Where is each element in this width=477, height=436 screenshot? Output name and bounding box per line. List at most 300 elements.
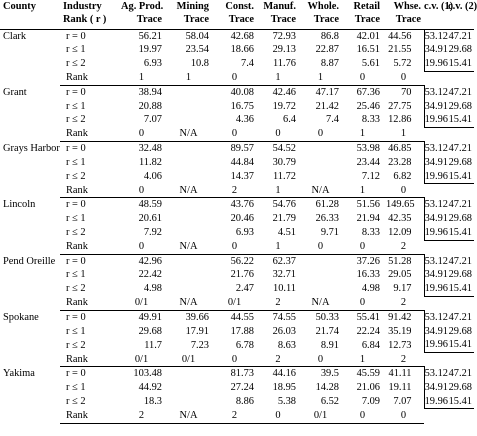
rank-value: N/A: [299, 184, 342, 198]
table-row: [0, 57, 474, 71]
cv2-value: 29.68: [448, 156, 472, 168]
rank-value: 0: [212, 240, 257, 254]
trace-value: 32.48: [138, 143, 162, 155]
rank-value: 0: [342, 71, 383, 85]
trace-value: 8.87: [320, 58, 339, 70]
trace-value: 103.48: [133, 368, 162, 380]
table-row: [0, 156, 474, 170]
trace-value: [165, 198, 212, 212]
cv1-value: 53.12: [424, 86, 448, 98]
trace-value: 21.74: [315, 325, 339, 337]
rank-row: [0, 127, 474, 141]
trace-value: 44.55: [230, 312, 254, 324]
table-row: [0, 198, 474, 212]
cv2-value: 47.21: [448, 368, 472, 380]
trace-value: 12.86: [388, 114, 412, 126]
cv1-value: 34.91: [424, 156, 448, 168]
county-cell-empty: [0, 57, 60, 71]
cv2-value: 15.41: [448, 226, 474, 240]
county-name: Spokane: [3, 311, 39, 323]
county-cell-empty: [0, 296, 60, 310]
county-name: Yakima: [3, 368, 35, 380]
rank-row: [0, 409, 474, 423]
county-cell-empty: [0, 43, 60, 57]
trace-value: 5.72: [393, 58, 412, 70]
trace-value: 23.44: [356, 156, 380, 168]
rank-cv-empty: [448, 184, 474, 198]
rank-label: r ≤ 2: [66, 396, 86, 408]
trace-value: 16.51: [356, 44, 380, 56]
cv1-value: 53.12: [424, 30, 448, 42]
trace-value: 12.73: [388, 339, 412, 351]
rank-value: 2: [212, 409, 257, 423]
rank-label: r = 0: [66, 143, 86, 155]
trace-value: 35.19: [388, 325, 412, 337]
trace-value: 20.46: [230, 213, 254, 225]
county-cell-empty: [0, 212, 60, 226]
trace-value: 42.35: [388, 213, 412, 225]
trace-value: 7.09: [361, 396, 380, 408]
trace-value: 6.93: [235, 227, 254, 239]
trace-value: 14.37: [230, 170, 254, 182]
county-cell-empty: [0, 113, 60, 127]
rank-label: r ≤ 1: [66, 382, 86, 394]
rank-value: 2: [118, 409, 165, 423]
trace-value: 4.51: [277, 227, 296, 239]
trace-value: 61.28: [315, 199, 339, 211]
cv2-value: 29.68: [448, 213, 472, 225]
trace-value: 7.12: [361, 170, 380, 182]
trace-value: 41.11: [388, 368, 412, 380]
rank-cv-empty: [448, 353, 474, 367]
trace-value: 81.73: [230, 368, 254, 380]
cv1-value: 53.12: [424, 255, 448, 267]
trace-value: 29.68: [138, 325, 162, 337]
trace-value: 42.68: [230, 30, 254, 42]
trace-value: 51.56: [356, 199, 380, 211]
trace-value: 25.46: [356, 100, 380, 112]
rank-value: 1: [257, 240, 299, 254]
county-cell-empty: [0, 282, 60, 296]
trace-value: 51.28: [388, 255, 412, 267]
rank-value: N/A: [165, 240, 212, 254]
rank-value: 0: [299, 353, 342, 367]
rank-label: r ≤ 2: [66, 227, 86, 239]
table-row: [0, 254, 474, 268]
rank-label: r = 0: [66, 312, 86, 324]
trace-value: 6.93: [143, 58, 162, 70]
trace-value: 58.04: [185, 30, 209, 42]
trace-value: [165, 381, 212, 395]
trace-value: 54.52: [272, 143, 296, 155]
trace-value: 29.05: [388, 269, 412, 281]
trace-value: [165, 282, 212, 296]
rank-value: 0: [383, 409, 424, 423]
cv1-value: 53.12: [424, 199, 448, 211]
rank-value: 1: [257, 71, 299, 85]
county-cell-empty: [0, 353, 60, 367]
rank-value: 0: [299, 127, 342, 141]
rank-value: 0: [383, 71, 424, 85]
county-cell-empty: [0, 240, 60, 254]
rank-cv-empty: [424, 240, 448, 254]
trace-value: 30.79: [272, 156, 296, 168]
trace-value: 20.61: [138, 213, 162, 225]
trace-value: 7.07: [393, 396, 412, 408]
cv2-value: 29.68: [448, 44, 472, 56]
rank-cv-empty: [448, 409, 474, 423]
cv1-value: 53.12: [424, 311, 448, 323]
trace-value: 7.07: [143, 114, 162, 126]
trace-value: 54.76: [272, 199, 296, 211]
trace-value: 5.38: [277, 396, 296, 408]
rank-value: 1: [257, 184, 299, 198]
rank-value: 0: [118, 127, 165, 141]
rank-value: 2: [383, 296, 424, 310]
county-name: Clark: [3, 30, 27, 42]
cv2-value: 29.68: [448, 269, 472, 281]
rank-row: [0, 353, 474, 367]
rank-value: 1: [383, 127, 424, 141]
county-name: Grant: [3, 86, 27, 98]
county-cell-empty: [0, 156, 60, 170]
rank-value: 0: [257, 409, 299, 423]
col-header: Manuf. Trace: [257, 0, 299, 29]
rank-label: r ≤ 2: [66, 283, 86, 295]
rank-row-label: Rank: [60, 296, 118, 310]
rank-value: 2: [383, 353, 424, 367]
cv2-value: 15.41: [448, 395, 474, 409]
rank-row-label: Rank: [60, 127, 118, 141]
rank-row-label: Rank: [60, 184, 118, 198]
rank-value: 1: [299, 71, 342, 85]
col-header: Const. Trace: [212, 0, 257, 29]
trace-value: 19.97: [138, 44, 162, 56]
rank-value: 1: [118, 71, 165, 85]
trace-value: 7.4: [326, 114, 339, 126]
trace-value: 53.98: [356, 143, 380, 155]
county-cell-empty: [0, 184, 60, 198]
rank-cv-empty: [448, 296, 474, 310]
rank-value: 0: [383, 184, 424, 198]
cv2-value: 29.68: [448, 382, 472, 394]
cv1-value: 34.91: [424, 269, 448, 281]
trace-value: [165, 268, 212, 282]
county-name: Grays Harbor: [3, 142, 60, 154]
trace-value: 50.33: [315, 312, 339, 324]
county-cell-empty: [0, 127, 60, 141]
trace-value: 18.95: [272, 382, 296, 394]
trace-value: [165, 395, 212, 409]
county-cell-empty: [0, 338, 60, 352]
rank-row-label: Rank: [60, 71, 118, 85]
table-row: [0, 311, 474, 325]
rank-value: 0: [118, 240, 165, 254]
county-cell-empty: [0, 268, 60, 282]
trace-value: 11.82: [139, 156, 162, 168]
trace-value: 11.76: [273, 58, 296, 70]
trace-value: [299, 282, 342, 296]
table-row: [0, 170, 474, 184]
trace-value: 14.28: [315, 382, 339, 394]
rank-value: N/A: [299, 296, 342, 310]
rank-label: r ≤ 1: [66, 269, 86, 281]
cv1-header: c.v. (1): [424, 0, 448, 29]
trace-value: [299, 170, 342, 184]
cv1-value: 34.91: [424, 213, 448, 225]
trace-value: 10.11: [273, 283, 296, 295]
cv2-value: 29.68: [448, 100, 472, 112]
trace-value: 11.72: [273, 170, 296, 182]
rank-label: r = 0: [66, 368, 86, 380]
rank-value: 0: [342, 296, 383, 310]
table-row: [0, 29, 474, 43]
rank-value: 1: [342, 127, 383, 141]
trace-value: 10.8: [190, 58, 209, 70]
trace-value: 22.42: [138, 269, 162, 281]
rank-row: [0, 240, 474, 254]
trace-value: [165, 226, 212, 240]
table-row: [0, 395, 474, 409]
trace-value: 72.93: [272, 30, 296, 42]
trace-value: 42.96: [138, 255, 162, 267]
cv1-value: 19.96: [424, 226, 448, 240]
trace-value: 21.76: [230, 269, 254, 281]
rank-value: N/A: [165, 409, 212, 423]
rank-label: r ≤ 1: [66, 325, 86, 337]
rank-cv-empty: [448, 71, 474, 85]
county-cell-empty: [0, 395, 60, 409]
county-cell-empty: [0, 226, 60, 240]
county-cell-empty: [0, 71, 60, 85]
trace-value: 21.42: [315, 100, 339, 112]
cv2-value: 47.21: [448, 30, 472, 42]
trace-value: 44.92: [138, 382, 162, 394]
table-row: [0, 85, 474, 99]
cv1-value: 19.96: [424, 113, 448, 127]
trace-value: 27.24: [230, 382, 254, 394]
rank-value: N/A: [165, 184, 212, 198]
rank-label: r = 0: [66, 199, 86, 211]
rank-label: r ≤ 2: [66, 339, 86, 351]
rank-value: 2: [257, 296, 299, 310]
county-cell-empty: [0, 409, 60, 423]
table-row: [0, 338, 474, 352]
trace-value: 47.17: [315, 86, 339, 98]
rank-cv-empty: [448, 240, 474, 254]
cv1-value: 19.96: [424, 282, 448, 296]
rank-value: 0/1: [212, 296, 257, 310]
trace-value: 32.71: [272, 269, 296, 281]
trace-value: 21.06: [356, 382, 380, 394]
county-header: County: [0, 0, 60, 29]
county-cell-empty: [0, 325, 60, 339]
trace-value: 7.4: [241, 58, 254, 70]
rank-cv-empty: [424, 409, 448, 423]
trace-value: 29.13: [272, 44, 296, 56]
table-row: [0, 325, 474, 339]
trace-value: [299, 156, 342, 170]
trace-value: 18.3: [143, 396, 162, 408]
rank-row-label: Rank: [60, 240, 118, 254]
trace-value: 18.66: [230, 44, 254, 56]
trace-value: 39.66: [185, 312, 209, 324]
trace-value: 4.98: [143, 283, 162, 295]
table-row: [0, 282, 474, 296]
trace-value: 6.52: [320, 396, 339, 408]
trace-value: 16.33: [356, 269, 380, 281]
trace-value: 42.46: [272, 86, 296, 98]
cv2-value: 29.68: [448, 325, 472, 337]
trace-value: 4.06: [143, 170, 162, 182]
rank-label: r = 0: [66, 30, 86, 42]
trace-value: 9.17: [393, 283, 412, 295]
trace-value: 4.98: [361, 283, 380, 295]
trace-value: [299, 254, 342, 268]
rank-value: 0: [299, 240, 342, 254]
trace-value: 6.4: [283, 114, 296, 126]
trace-value: [165, 142, 212, 156]
rank-value: 0: [257, 127, 299, 141]
trace-value: [165, 170, 212, 184]
cv2-value: 15.41: [448, 170, 474, 184]
table-row: [0, 142, 474, 156]
trace-value: [165, 85, 212, 99]
col-header: Retail Trace: [342, 0, 383, 29]
trace-value: 6.78: [235, 339, 254, 351]
rank-label: r ≤ 2: [66, 170, 86, 182]
trace-value: 56.22: [230, 255, 254, 267]
cv2-value: 15.41: [448, 57, 474, 71]
trace-value: 21.79: [272, 213, 296, 225]
cv2-value: 47.21: [448, 199, 472, 211]
table-row: [0, 113, 474, 127]
trace-value: 17.88: [230, 325, 254, 337]
table-row: [0, 268, 474, 282]
trace-value: 11.7: [144, 339, 162, 351]
trace-value: 9.71: [320, 227, 339, 239]
cv1-value: 19.96: [424, 338, 448, 352]
trace-value: 7.23: [190, 339, 209, 351]
trace-value: [299, 268, 342, 282]
trace-value: 12.09: [388, 227, 412, 239]
rank-cv-empty: [424, 353, 448, 367]
trace-value: 55.41: [356, 312, 380, 324]
table-row: [0, 212, 474, 226]
cv2-value: 47.21: [448, 311, 472, 323]
trace-value: 40.08: [230, 86, 254, 98]
county-name: Pend Oreille: [3, 255, 56, 267]
col-header: Ag. Prod. Trace: [118, 0, 165, 29]
trace-value: 20.88: [138, 100, 162, 112]
trace-value: [165, 100, 212, 114]
rank-value: 0/1: [165, 353, 212, 367]
trace-value: 5.61: [361, 58, 380, 70]
cv1-value: 19.96: [424, 395, 448, 409]
table-row: [0, 43, 474, 57]
rank-value: 1: [165, 71, 212, 85]
trace-value: 26.03: [272, 325, 296, 337]
trace-value: 2.47: [235, 283, 254, 295]
cv2-value: 47.21: [448, 86, 472, 98]
trace-value: 19.11: [388, 382, 412, 394]
cv1-value: 34.91: [424, 44, 448, 56]
trace-value: 8.86: [235, 396, 254, 408]
rank-label: r ≤ 1: [66, 44, 86, 56]
trace-value: 38.94: [138, 86, 162, 98]
col-header: Whse. Trace: [383, 0, 424, 29]
county-cell-empty: [0, 170, 60, 184]
cv1-value: 53.12: [424, 142, 448, 154]
trace-value: 6.84: [361, 339, 380, 351]
table-row: [0, 100, 474, 114]
trace-value: [165, 212, 212, 226]
rank-row: [0, 71, 474, 85]
rank-value: 0: [342, 240, 383, 254]
trace-value: 149.65: [386, 199, 415, 211]
cv2-value: 15.41: [448, 338, 474, 352]
cv1-value: 19.96: [424, 170, 448, 184]
trace-value: 44.16: [272, 368, 296, 380]
cv2-value: 47.21: [448, 142, 472, 154]
rank-value: 0: [212, 353, 257, 367]
rank-row: [0, 296, 474, 310]
rank-value: 0: [118, 184, 165, 198]
trace-value: 21.94: [356, 213, 380, 225]
trace-value: 37.26: [356, 255, 380, 267]
trace-value: 22.87: [315, 44, 339, 56]
trace-value: 56.21: [138, 30, 162, 42]
cv1-value: 34.91: [424, 325, 448, 337]
rank-value: 2: [212, 184, 257, 198]
trace-value: 43.76: [230, 199, 254, 211]
rank-value: 0: [212, 71, 257, 85]
trace-value: 17.91: [185, 325, 209, 337]
trace-value: 67.36: [356, 86, 380, 98]
industry-rank-header: Industry Rank ( r ): [60, 0, 118, 29]
county-cell-empty: [0, 100, 60, 114]
trace-value: 23.28: [388, 156, 412, 168]
rank-label: r ≤ 1: [66, 100, 86, 112]
trace-value: 27.75: [388, 100, 412, 112]
rank-value: 1: [342, 184, 383, 198]
rank-value: 2: [383, 240, 424, 254]
trace-value: 22.24: [356, 325, 380, 337]
cv1-value: 34.91: [424, 100, 448, 112]
cv2-value: 15.41: [448, 113, 474, 127]
trace-value: 8.33: [361, 227, 380, 239]
trace-value: 19.72: [272, 100, 296, 112]
rank-value: 0: [212, 127, 257, 141]
rank-cv-empty: [424, 296, 448, 310]
cv1-value: 19.96: [424, 57, 448, 71]
rank-row: [0, 184, 474, 198]
rank-label: r ≤ 2: [66, 58, 86, 70]
trace-value: 44.84: [230, 156, 254, 168]
trace-value: 8.63: [277, 339, 296, 351]
trace-value: 70: [401, 86, 412, 98]
rank-cv-empty: [424, 127, 448, 141]
rank-cv-empty: [424, 184, 448, 198]
trace-value: 8.91: [320, 339, 339, 351]
rank-value: 1: [342, 353, 383, 367]
col-header: Mining Trace: [165, 0, 212, 29]
trace-value: 62.37: [272, 255, 296, 267]
trace-value: [165, 254, 212, 268]
trace-value: 86.8: [320, 30, 339, 42]
rank-row-label: Rank: [60, 409, 118, 423]
cv2-value: 15.41: [448, 282, 474, 296]
